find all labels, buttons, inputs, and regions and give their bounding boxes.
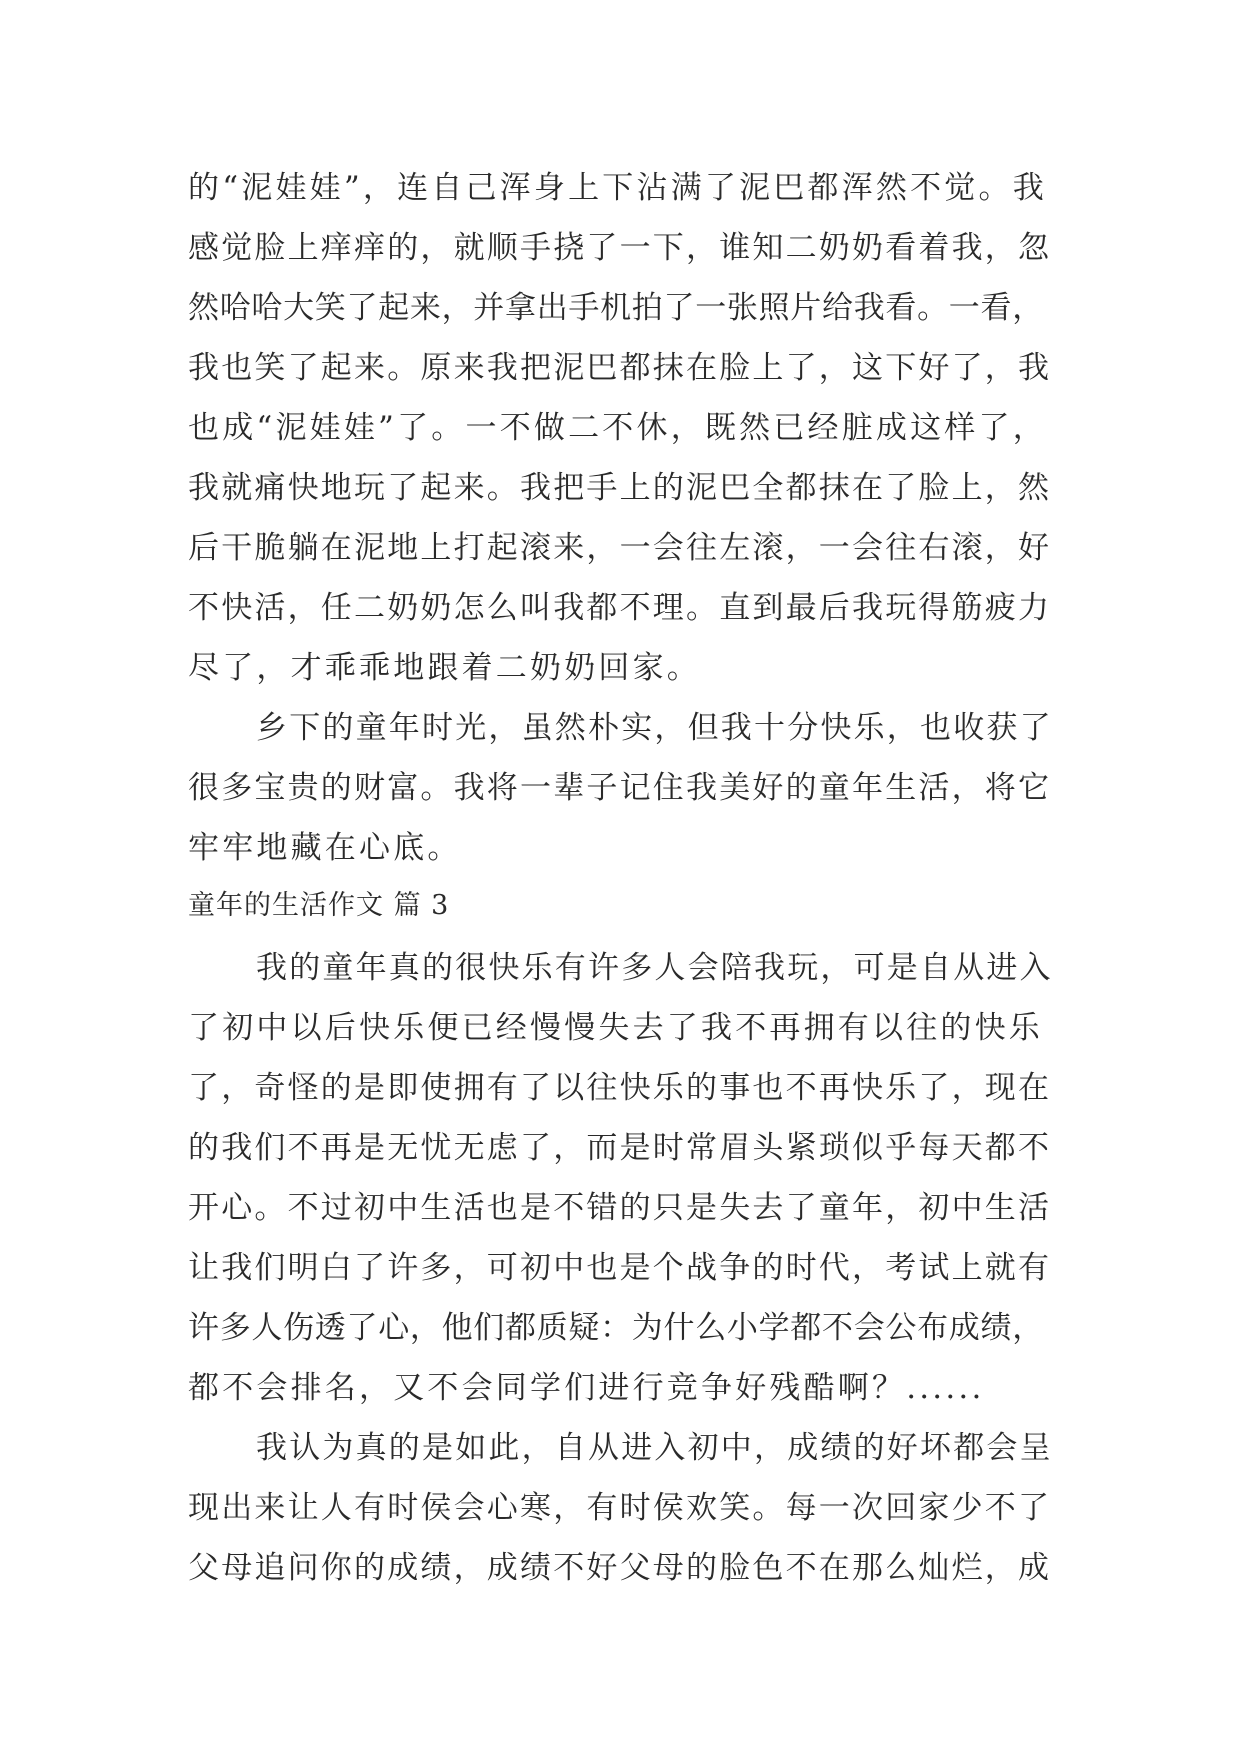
paragraph-2-line-3: 牢牢地藏在心底。 — [188, 830, 462, 866]
paragraph-3-line-6: 让我们明白了许多，可初中也是个战争的时代，考试上就有 — [188, 1250, 1052, 1286]
paragraph-4-line-2: 现出来让人有时侯会心寒，有时侯欢笑。每一次回家少不了 — [188, 1490, 1052, 1526]
paragraph-3-line-3: 了，奇怪的是即使拥有了以往快乐的事也不再快乐了，现在 — [188, 1070, 1052, 1106]
paragraph-1-line-9: 尽了，才乖乖地跟着二奶奶回家。 — [188, 650, 701, 686]
paragraph-1-line-8: 不快活，任二奶奶怎么叫我都不理。直到最后我玩得筋疲力 — [188, 590, 1052, 626]
paragraph-1-line-6: 我就痛快地玩了起来。我把手上的泥巴全都抹在了脸上，然 — [188, 470, 1052, 506]
paragraph-3-line-1: 我的童年真的很快乐有许多人会陪我玩，可是自从进入 — [256, 950, 1053, 986]
paragraph-1-line-7: 后干脆躺在泥地上打起滚来，一会往左滚，一会往右滚，好 — [188, 530, 1052, 566]
section-heading: 童年的生活作文 篇 3 — [188, 890, 450, 921]
paragraph-3-line-7: 许多人伤透了心，他们都质疑：为什么小学都不会公布成绩， — [188, 1310, 1044, 1346]
paragraph-1-line-3: 然哈哈大笑了起来，并拿出手机拍了一张照片给我看。一看， — [188, 290, 1044, 326]
paragraph-4-line-1: 我认为真的是如此，自从进入初中，成绩的好坏都会呈 — [256, 1430, 1053, 1466]
paragraph-1-line-1: 的“泥娃娃”，连自己浑身上下沾满了泥巴都浑然不觉。我 — [188, 170, 1047, 206]
paragraph-3-line-4: 的我们不再是无忧无虑了，而是时常眉头紧琐似乎每天都不 — [188, 1130, 1052, 1166]
paragraph-2-line-2: 很多宝贵的财富。我将一辈子记住我美好的童年生活，将它 — [188, 770, 1052, 806]
paragraph-2-line-1: 乡下的童年时光，虽然朴实，但我十分快乐，也收获了 — [256, 710, 1053, 746]
paragraph-1-line-4: 我也笑了起来。原来我把泥巴都抹在脸上了，这下好了，我 — [188, 350, 1052, 386]
paragraph-1-line-2: 感觉脸上痒痒的，就顺手挠了一下，谁知二奶奶看着我，忽 — [188, 230, 1052, 266]
paragraph-4-line-3: 父母追问你的成绩，成绩不好父母的脸色不在那么灿烂，成 — [188, 1550, 1052, 1586]
paragraph-3-line-2: 了初中以后快乐便已经慢慢失去了我不再拥有以往的快乐 — [188, 1010, 1043, 1046]
paragraph-3-line-8: 都不会排名，又不会同学们进行竞争好残酷啊？...... — [188, 1370, 985, 1406]
paragraph-1-line-5: 也成“泥娃娃”了。一不做二不休，既然已经脏成这样了， — [188, 410, 1047, 446]
paragraph-3-line-5: 开心。不过初中生活也是不错的只是失去了童年，初中生活 — [188, 1190, 1052, 1226]
